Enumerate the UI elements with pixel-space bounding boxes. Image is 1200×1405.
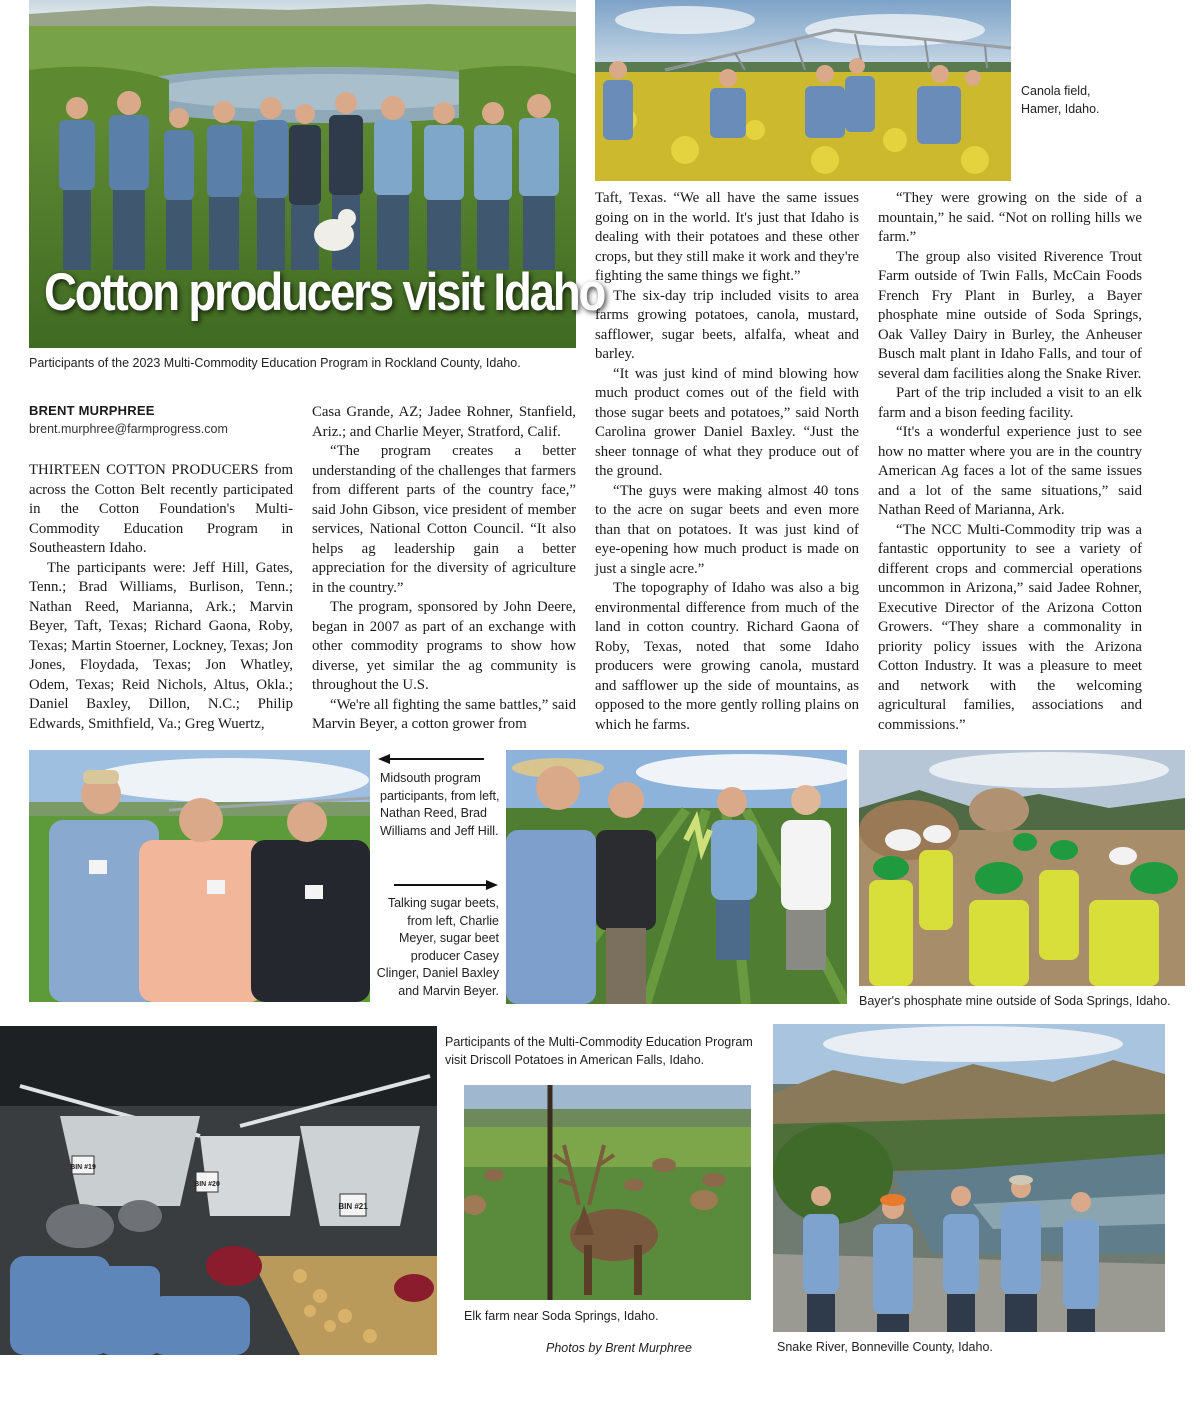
phosphate-caption: Bayer's phosphate mine outside of Soda Springs, Idaho.	[859, 994, 1171, 1008]
canola-photo	[595, 0, 1011, 181]
lead-paragraph: THIRTEEN COTTON PRODUCERS from across the Cotton Belt recently participated in the Cotton Foundation's Multi-Commodity Education Program in Southeastern Idaho.	[29, 462, 294, 556]
article-column-4	[878, 189, 1142, 735]
paragraph: “The guys were making almost 40 tons to the acre on sugar beets and even more than that on potatoes. It was just kind of eye-opening how much product is made on just a single acre.”	[595, 482, 859, 577]
canola-caption: Canola field, Hamer, Idaho.	[1021, 84, 1100, 116]
article-column-2	[312, 403, 576, 735]
midsouth-caption: Midsouth program participants, from left, Nathan Reed, Brad Williams and Jeff Hill.	[380, 771, 500, 838]
paragraph: The group also visited Riverence Trout Farm outside of Twin Falls, McCain Foods French Fry Plant in Burley, a Bayer phosphate mine outside of Soda Springs, Oak Valley Dairy in Burley, the Anheuser Busch malt plant in Idaho Falls, and tour of several dam facilities along the Snake River.	[878, 248, 1142, 382]
paragraph: The topography of Idaho was also a big environmental difference from much of the land in cotton country. Richard Gaona of Roby, Texas, noted that some Idaho producers were growing canola, mustard and safflower up the side of mountains, as opposed to the more gently rolling plains on which he farms.	[595, 580, 859, 733]
elk-caption: Elk farm near Soda Springs, Idaho.	[464, 1309, 659, 1323]
byline-email: brent.murphree@farmprogress.com	[29, 422, 228, 436]
photo-credit: Photos by Brent Murphree	[546, 1341, 692, 1355]
arrow-right-icon	[394, 879, 498, 891]
paragraph: “They were growing on the side of a mountain,” he said. “Not on rolling hills we farm.”	[878, 190, 1142, 245]
arrow-left-icon	[378, 753, 484, 765]
paragraph: “The program creates a better understanding of the challenges that farmers from different parts of the country face,” said John Gibson, vice president of member services, National Cotton Council. “It also helps ag leadership gain a better appreciation for the diversity of agriculture in the country.”	[312, 443, 576, 596]
paragraph: The participants were: Jeff Hill, Gates, Tenn.; Brad Williams, Burlison, Tenn.; Nathan Reed, Marianna, Ark.; Marvin Beyer, Taft, Texas; Richard Gaona, Roby, Texas; Martin Stoerner, Lockney, Texas; Jon Jones, Floydada, Texas; Jon Whatley, Odem, Texas; Reid Nichols, Altus, Okla.; Daniel Baxley, Dillon, N.C.; Philip Edwards, Smithfield, Va.; Greg Wuertz,	[29, 559, 293, 732]
sugar-beets-caption: Talking sugar beets, from left, Charlie Meyer, sugar beet producer Casey Clinger, Daniel Baxley and Marvin Beyer.	[376, 896, 499, 998]
headline: Cotton producers visit Idaho	[44, 263, 605, 322]
bin-21-label: BIN #21	[338, 1202, 368, 1211]
paragraph: Casa Grande, AZ; Jadee Rohner, Stanfield, Ariz.; and Charlie Meyer, Stratford, Calif.	[312, 404, 576, 440]
bin-20-label: BIN #20	[194, 1181, 220, 1188]
potato-plant-photo	[0, 1026, 437, 1355]
group-photo-caption: Participants of the 2023 Multi-Commodity Education Program in Rockland County, Idaho.	[29, 356, 521, 370]
paragraph: “It was just kind of mind blowing how much product comes out of the field with those sugar beets and potatoes,” said North Carolina grower Daniel Baxley. “Just the sheer tonnage of what they produce out of the ground.	[595, 365, 859, 479]
paragraph: Taft, Texas. “We all have the same issues going on in the world. It's just that Idaho is dealing with their potatoes and these other crops, but they still make it work and they're fighting the same things we fight.”	[595, 190, 859, 284]
driscoll-caption: Participants of the Multi-Commodity Education Program visit Driscoll Potatoes in American Falls, Idaho.	[445, 1035, 753, 1067]
bin-19-label: BIN #19	[70, 1164, 96, 1171]
phosphate-mine-photo	[859, 750, 1185, 986]
article-column-3	[595, 189, 859, 735]
elk-farm-photo	[464, 1085, 751, 1300]
paragraph: The program, sponsored by John Deere, began in 2007 as part of an exchange with other commodity programs to show how diverse, yet similar the ag community is throughout the U.S.	[312, 599, 576, 693]
paragraph: The six-day trip included visits to area farms growing potatoes, canola, mustard, safflower, sugar beets, alfalfa, wheat and barley.	[595, 287, 859, 362]
midsouth-photo	[29, 750, 370, 1002]
paragraph: “We're all fighting the same battles,” said Marvin Beyer, a cotton grower from	[312, 696, 576, 732]
byline-name: BRENT MURPHREE	[29, 403, 155, 418]
snake-river-photo	[773, 1024, 1165, 1332]
article-column-1	[29, 461, 293, 734]
sugar-beets-photo	[506, 750, 847, 1004]
paragraph: “The NCC Multi-Commodity trip was a fantastic opportunity to see a variety of different crops and commercial operations uncommon in Arizona,” said Jadee Rohner, Executive Director of the Arizona Cotton Growers. “They share a commonality in priority policy issues with the Arizona Cotton Industry. It was a pleasure to meet and network with the welcoming agricultural families, associations and commissions.”	[878, 521, 1142, 733]
paragraph: Part of the trip included a visit to an elk farm and a bison feeding facility.	[878, 385, 1142, 421]
paragraph: “It's a wonderful experience just to see how no matter where you are in the country American Ag faces a lot of the same issues and a lot of the same situations,” said Nathan Reed of Marianna, Ark.	[878, 424, 1142, 518]
snake-river-caption: Snake River, Bonneville County, Idaho.	[777, 1340, 993, 1354]
lead-in: THIRTEEN COTTON PRODUCERS	[29, 462, 259, 478]
